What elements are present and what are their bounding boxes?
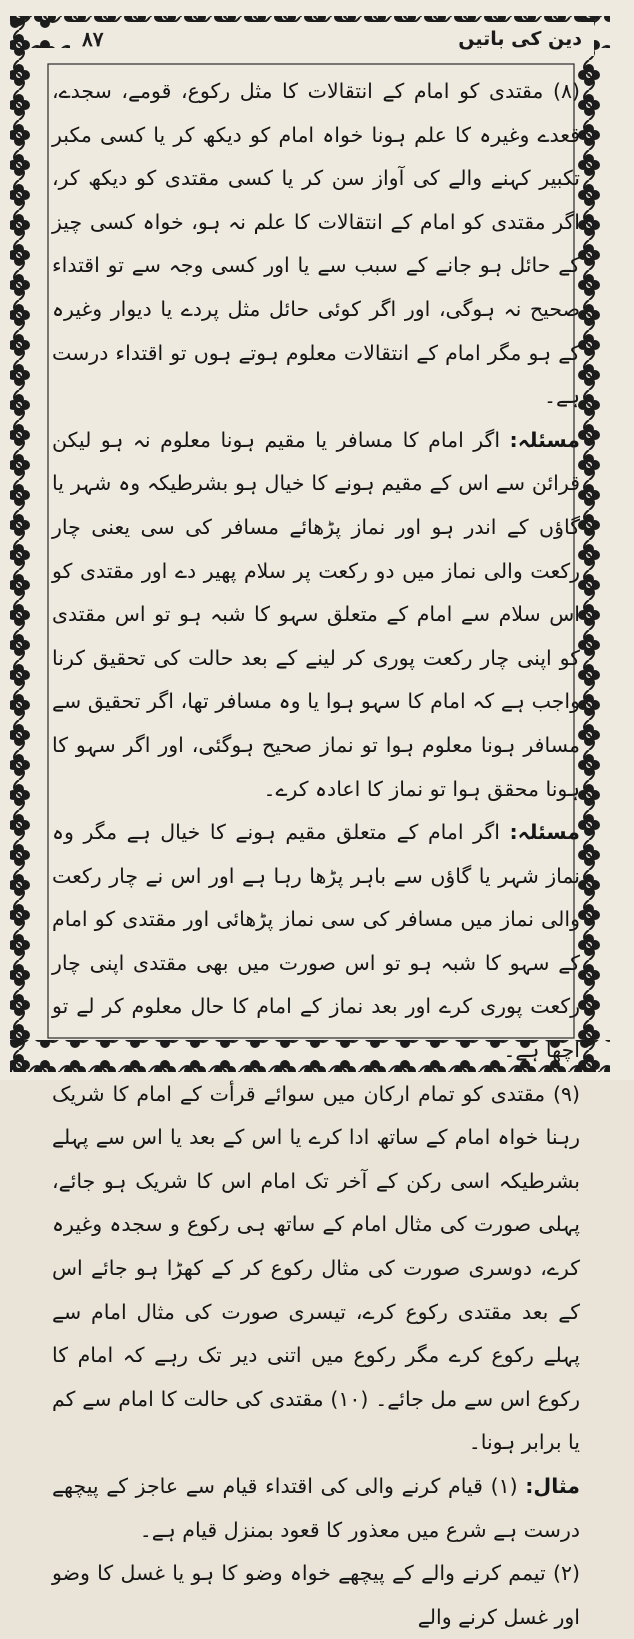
page-header <box>70 22 594 56</box>
paragraph <box>52 1552 580 1639</box>
paragraph <box>52 1465 580 1552</box>
paragraph <box>52 1073 580 1465</box>
paragraph-lead: مسئلہ: <box>509 820 580 845</box>
paragraph-lead: مسئلہ: <box>509 427 580 452</box>
paragraph <box>52 811 580 1073</box>
paragraph <box>52 419 580 811</box>
paragraph-text: اگر امام کا مسافر یا مقیم ہونا معلوم نہ ہو لیکن قرائن سے اس کے مقیم ہونے کا خیال ہو بشرطیکہ وہ شہر یا گاؤں کے اندر ہو اور نماز پڑھائے مسافر کی سی یعنی چار رکعت والی نماز میں دو رکعت پر سلام پھیر دے اور مقتدی کو اس سلام سے امام کے متعلق سہو کا شبہ ہو تو اس مقتدی کو اپنی چار رکعت پوری کر لینے کے بعد حالت کی تحقیق کرنا واجب ہے کہ امام کا سہو ہوا یا وہ مسافر تھا، اگر تحقیق سے مسافر ہونا معلوم ہوا تو نماز صحیح ہوگئی، اور اگر سہو کا ہونا محقق ہوا تو نماز کا اعادہ کرے۔ <box>52 427 580 801</box>
paragraph <box>52 70 580 419</box>
page-body <box>52 70 581 1629</box>
running-head: دین کی باتیں <box>458 28 582 50</box>
paragraph-text: (۹) مقتدی کو تمام ارکان میں سوائے قرأت کے امام کا شریک رہنا خواہ امام کے ساتھ ادا کرے یا اس کے بعد یا اس سے پہلے بشرطیکہ اسی رکن کے آخر تک امام اس کا شریک ہو جائے، پہلی صورت کی مثال امام کے ساتھ ہی رکوع و سجدہ وغیرہ کرے، دوسری صورت کی مثال رکوع کر کے کھڑا ہو جائے اس کے بعد مقتدی رکوع کرے، تیسری صورت کی مثال امام سے پہلے رکوع کرے مگر رکوع میں اتنی دیر تک رہے کہ امام کا رکوع اس سے مل جائے۔ (۱۰) مقتدی کی حالت کا امام سے کم یا برابر ہونا۔ <box>52 1081 581 1455</box>
paragraph-text: (۸) مقتدی کو امام کے انتقالات کا مثل رکوع، قومے، سجدے، قعدے وغیرہ کا علم ہونا خواہ امام کو دیکھ کر یا کسی مکبر تکبیر کہنے والے کی آواز سن کر یا کسی مقتدی کو دیکھ کر، اگر مقتدی کو امام کے انتقالات کا علم نہ ہو، خواہ کسی چیز کے حائل ہو جانے کے سبب سے یا اور کسی وجہ سے تو اقتداء صحیح نہ ہوگی، اور اگر کوئی حائل مثل پردے یا دیوار وغیرہ کے ہو مگر امام کے انتقالات معلوم ہوتے ہوں تو اقتداء درست ہے۔ <box>52 79 580 409</box>
paragraph-text: اگر امام کے متعلق مقیم ہونے کا خیال ہے مگر وہ نماز شہر یا گاؤں سے باہر پڑھا رہا ہے اور اس نے چار رکعت والی نماز میں مسافر کی سی نماز پڑھائی اور مقتدی کو امام کے سہو کا شبہ ہو تو اس صورت میں بھی مقتدی اپنی چار رکعت پوری کرے اور بعد نماز کے امام کا حال معلوم کر لے تو اچھا ہے۔ <box>52 820 580 1063</box>
paragraph-text: (۲) تیمم کرنے والے کے پیچھے خواہ وضو کا ہو یا غسل کا وضو اور غسل کرنے والے <box>52 1561 580 1629</box>
paragraph-lead: مثال: <box>525 1474 580 1498</box>
page-number: ۸۷ <box>82 27 104 51</box>
paragraph-text: (۱) قیام کرنے والی کی اقتداء قیام سے عاجز کے پیچھے درست ہے شرع میں معذور کا قعود بمنزل قیام ہے۔ <box>52 1474 580 1542</box>
